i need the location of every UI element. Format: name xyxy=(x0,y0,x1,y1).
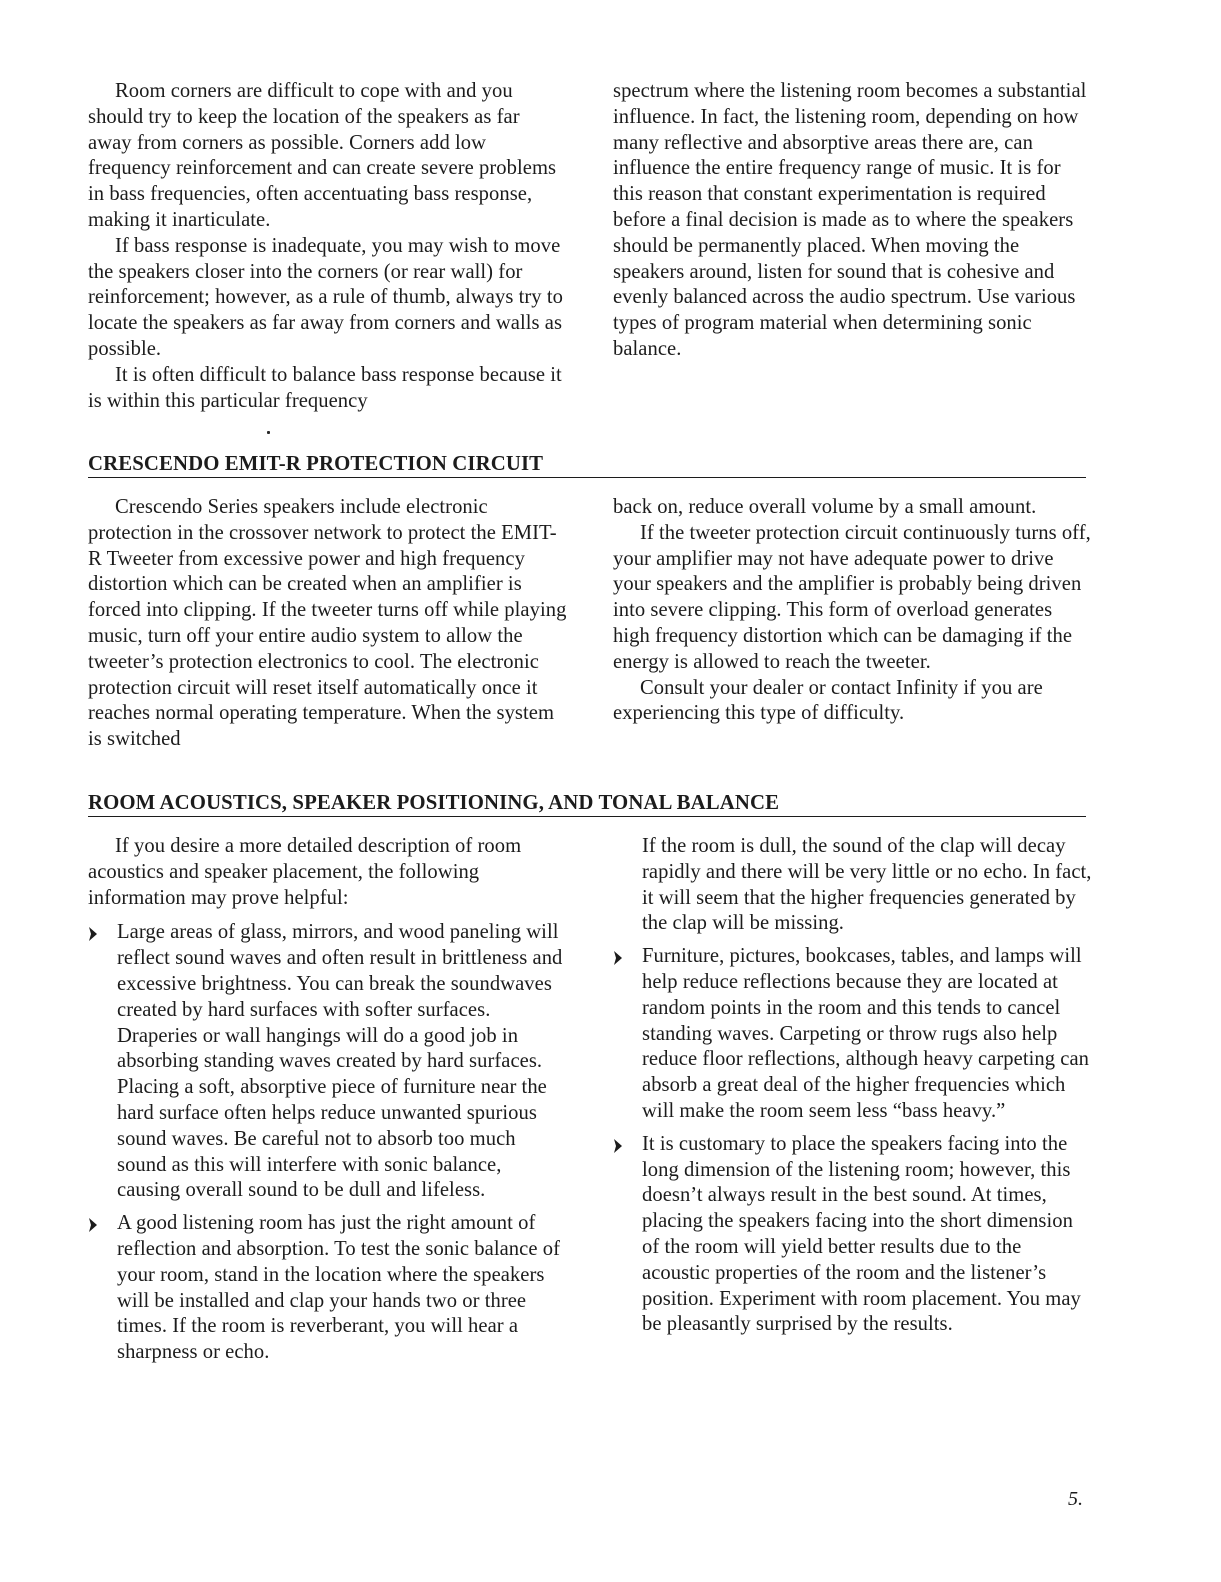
stray-mark xyxy=(267,431,270,434)
arrowhead-bullet-icon xyxy=(88,1218,98,1232)
section-heading-room-acoustics: ROOM ACOUSTICS, SPEAKER POSITIONING, AND TONAL BALANCE xyxy=(88,791,1086,817)
section-heading-crescendo: CRESCENDO EMIT-R PROTECTION CIRCUIT xyxy=(88,452,1086,478)
list-item-text: A good listening room has just the right amount of reflection and absorption. To test the sonic balance of your room, stand in the location where the speakers will be installed and clap your hands two or three times. If the room is reverberant, you will hear a sharpness or echo. xyxy=(117,1212,560,1364)
crescendo-paragraph: Consult your dealer or contact Infinity if you are experiencing this type of difficulty. xyxy=(613,676,1043,725)
intro-right-column xyxy=(613,79,1093,363)
page-number: 5. xyxy=(1068,1488,1083,1510)
arrowhead-bullet-icon xyxy=(613,1139,623,1153)
crescendo-section xyxy=(88,495,1091,765)
list-item xyxy=(88,920,568,1204)
room-left-column xyxy=(88,834,568,1373)
crescendo-paragraph: Crescendo Series speakers include electronic protection in the crossover network to protect the EMIT-R Tweeter from excessive power and high frequency distortion which can be created when an amplifier is forced into clipping. If the tweeter turns off while playing music, turn off your entire audio system to allow the tweeter’s protection electronics to cool. The electronic protection circuit will reset itself automatically once it reaches normal operating temperature. When the system is switched xyxy=(88,496,567,751)
intro-paragraph: If bass response is inadequate, you may wish to move the speakers closer into the corners (or rear wall) for reinforcement; however, as a rule of thumb, always try to locate the speakers as far away from corners and walls as possible. xyxy=(88,234,563,360)
list-item-text: Large areas of glass, mirrors, and wood paneling will reflect sound waves and often result in brittleness and excessive brightness. You can break the soundwaves created by hard surfaces with softer surfaces. Draperies or wall hangings will do a good job in absorbing standing waves created by hard surfaces. Placing a soft, absorptive piece of furniture near the hard surface often helps reduce unwanted spurious sound waves. Be careful not to absorb too much sound as this will interfere with sonic balance, causing overall sound to be dull and lifeless. xyxy=(117,921,563,1202)
crescendo-right-column xyxy=(613,495,1093,727)
intro-paragraph: spectrum where the listening room becomes a substantial influence. In fact, the listening room, depending on how many reflective and absorptive areas there are, can influence the entire frequency range of music. It is for this reason that constant experimentation is required before a final decision is made as to where the speakers should be permanently placed. When moving the speakers around, listen for sound that is cohesive and evenly balanced across the audio spectrum. Use various types of program material when determining sonic balance. xyxy=(613,80,1087,360)
room-intro-paragraph: If you desire a more detailed description of room acoustics and speaker placement, the following information may prove helpful: xyxy=(88,835,522,909)
crescendo-paragraph: back on, reduce overall volume by a small amount. xyxy=(613,496,1037,518)
list-item xyxy=(613,1132,1093,1338)
intro-section xyxy=(88,79,1086,419)
intro-paragraph: It is often difficult to balance bass response because it is within this particular frequency xyxy=(88,363,562,412)
crescendo-left-column xyxy=(88,495,568,753)
arrowhead-bullet-icon xyxy=(88,927,98,941)
room-acoustics-section xyxy=(88,834,1092,1394)
list-item-text: Furniture, pictures, bookcases, tables, and lamps will help reduce reflections because they are located at random points in the room and this tends to cancel standing waves. Carpeting or throw rugs also help reduce floor reflections, although heavy carpeting can absorb a great deal of the higher frequencies which will make the room seem less “bass heavy.” xyxy=(642,945,1089,1122)
list-item-text: It is customary to place the speakers facing into the long dimension of the listening room; however, this doesn’t always result in the best sound. At times, placing the speakers facing into the short dimension of the room will yield better results due to the acoustic properties of the room and the listener’s position. Experiment with room placement. You may be pleasantly surprised by the results. xyxy=(642,1132,1081,1336)
list-item-continuation: If the room is dull, the sound of the clap will decay rapidly and there will be very little or no echo. In fact, it will seem that the higher frequencies generated by the clap will be missing. xyxy=(642,835,1092,935)
intro-left-column xyxy=(88,79,568,414)
room-right-column xyxy=(613,834,1093,1345)
arrowhead-bullet-icon xyxy=(613,951,623,965)
list-item xyxy=(613,944,1093,1125)
crescendo-paragraph: If the tweeter protection circuit continuously turns off, your amplifier may not have adequate power to drive your speakers and the amplifier is probably being driven into severe clipping. This form of overload generates high frequency distortion which can be damaging if the energy is allowed to reach the tweeter. xyxy=(613,521,1091,673)
list-item xyxy=(88,1211,568,1366)
intro-paragraph: Room corners are difficult to cope with and you should try to keep the location of the speakers as far away from corners as possible. Corners add low frequency reinforcement and can create severe problems in bass frequencies, often accentuating bass response, making it inarticulate. xyxy=(88,80,557,231)
